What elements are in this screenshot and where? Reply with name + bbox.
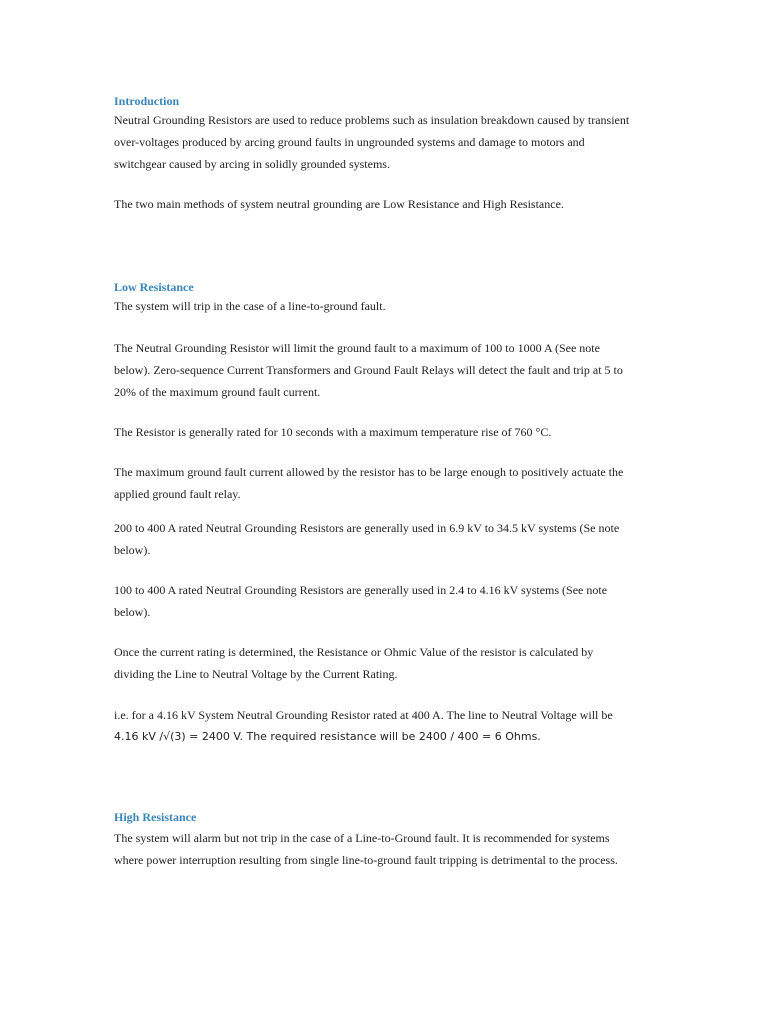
text-line: 200 to 400 A rated Neutral Grounding Resistors are generally used in 6.9 kV to 34.5 kV systems (Se note <box>114 521 620 535</box>
text-line: below). <box>114 543 151 557</box>
text-line: Once the current rating is determined, the Resistance or Ohmic Value of the resistor is calculated by <box>114 645 594 659</box>
text-line: below). Zero-sequence Current Transformers and Ground Fault Relays will detect the fault and trip at 5 to <box>114 363 623 377</box>
text-line: The two main methods of system neutral grounding are Low Resistance and High Resistance. <box>114 197 564 211</box>
formula-line: 4.16 kV /√(3) = 2400 V. The required resistance will be 2400 / 400 = 6 Ohms. <box>114 730 541 743</box>
low-resistance-paragraph-5 <box>114 517 654 561</box>
low-resistance-paragraph-2 <box>114 337 654 403</box>
text-line: 20% of the maximum ground fault current. <box>114 385 321 399</box>
high-resistance-paragraph-1 <box>114 827 654 871</box>
introduction-paragraph-1 <box>114 109 654 175</box>
low-resistance-paragraph-3 <box>114 421 654 443</box>
heading-low-resistance: Low Resistance <box>114 280 194 294</box>
text-line: The system will trip in the case of a line-to-ground fault. <box>114 299 386 313</box>
low-resistance-paragraph-4 <box>114 461 654 505</box>
low-resistance-paragraph-8 <box>114 704 654 748</box>
introduction-paragraph-2 <box>114 193 654 215</box>
text-line: The system will alarm but not trip in the case of a Line-to-Ground fault. It is recommended for systems <box>114 831 610 845</box>
text-line: switchgear caused by arcing in solidly grounded systems. <box>114 157 390 171</box>
heading-high-resistance: High Resistance <box>114 810 197 824</box>
text-line: dividing the Line to Neutral Voltage by the Current Rating. <box>114 667 398 681</box>
text-line: below). <box>114 605 151 619</box>
text-line: i.e. for a 4.16 kV System Neutral Grounding Resistor rated at 400 A. The line to Neutral Voltage will be <box>114 708 613 722</box>
text-line: The Resistor is generally rated for 10 seconds with a maximum temperature rise of 760 °C. <box>114 425 552 439</box>
low-resistance-paragraph-1 <box>114 295 654 317</box>
text-line: 100 to 400 A rated Neutral Grounding Resistors are generally used in 2.4 to 4.16 kV systems (See note <box>114 583 608 597</box>
text-line: The Neutral Grounding Resistor will limit the ground fault to a maximum of 100 to 1000 A (See note <box>114 341 600 355</box>
text-line: The maximum ground fault current allowed by the resistor has to be large enough to positively actuate the <box>114 465 624 479</box>
low-resistance-paragraph-7 <box>114 641 654 685</box>
heading-introduction: Introduction <box>114 94 180 108</box>
text-line: Neutral Grounding Resistors are used to reduce problems such as insulation breakdown caused by transient <box>114 113 630 127</box>
text-line: over-voltages produced by arcing ground faults in ungrounded systems and damage to motors and <box>114 135 585 149</box>
text-line: where power interruption resulting from single line-to-ground fault tripping is detrimental to the process. <box>114 853 618 867</box>
low-resistance-paragraph-6 <box>114 579 654 623</box>
text-line: applied ground fault relay. <box>114 487 241 501</box>
